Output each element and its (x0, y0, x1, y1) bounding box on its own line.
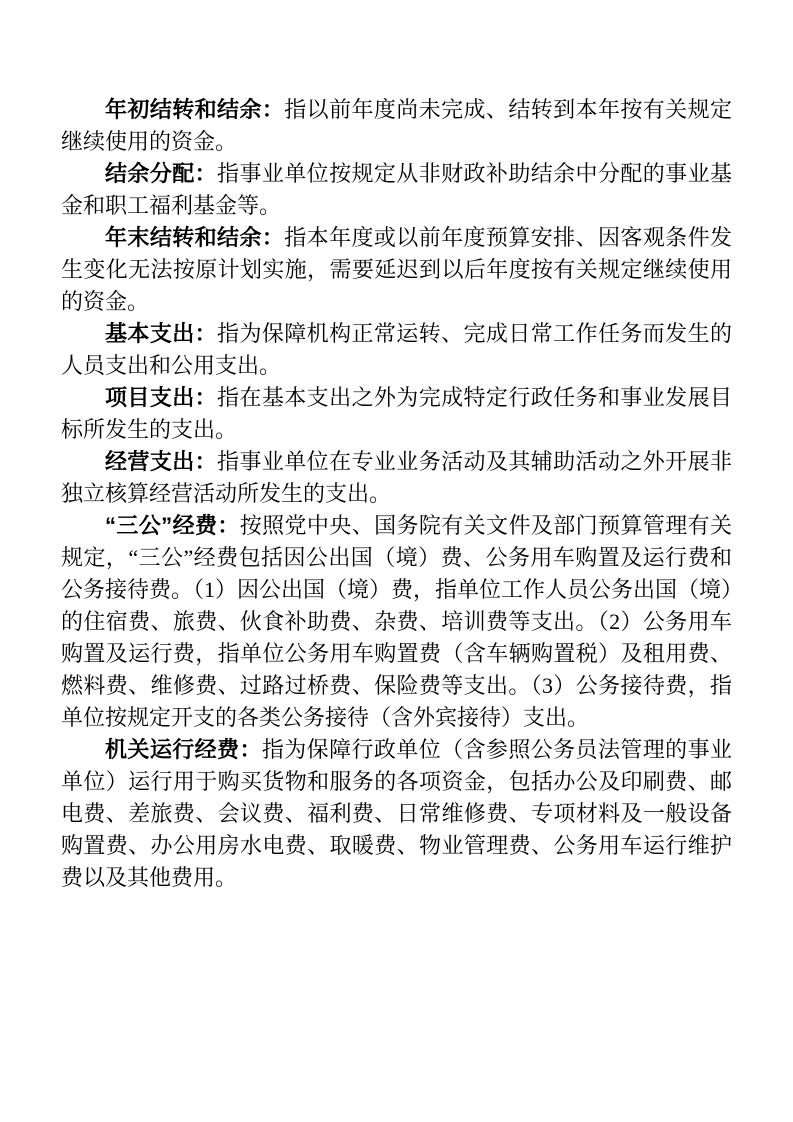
document-body (61, 94, 732, 894)
paragraph-year-end-carryover (61, 222, 732, 318)
paragraph-basic-expenditure (61, 318, 732, 382)
term-definition: 按照党中央、国务院有关文件及部门预算管理有关规定，“三公”经费包括因公出国（境）费、公务用车购置及运行费和公务接待费。（1）因公出国（境）费，指单位工作人员公务出国（境）的住宿费、旅费、伙食补助费、杂费、培训费等支出。（2）公务用车购置及运行费，指单位公务用车购置费（含车辆购置税）及租用费、燃料费、维修费、过路过桥费、保险费等支出。（3）公务接待费，指单位按规定开支的各类公务接待（含外宾接待）支出。 (61, 513, 733, 730)
term-label: 基本支出： (105, 321, 218, 346)
paragraph-operating-expenditure (61, 446, 732, 510)
term-label: 机关运行经费： (105, 737, 262, 762)
term-definition: 指事业单位按规定从非财政补助结余中分配的事业基金和职工福利基金等。 (61, 161, 732, 218)
paragraph-agency-operating-funds (61, 734, 732, 894)
term-definition: 指事业单位在专业业务活动及其辅助活动之外开展非独立核算经营活动所发生的支出。 (61, 449, 732, 506)
paragraph-balance-distribution (61, 158, 732, 222)
term-definition: 指以前年度尚未完成、结转到本年按有关规定继续使用的资金。 (61, 97, 732, 154)
term-label: 项目支出： (105, 385, 218, 410)
paragraph-year-begin-carryover (61, 94, 732, 158)
term-label: 经营支出： (105, 449, 218, 474)
term-label: 结余分配： (105, 161, 218, 186)
term-definition: 指为保障机构正常运转、完成日常工作任务而发生的人员支出和公用支出。 (61, 321, 732, 378)
term-definition: 指本年度或以前年度预算安排、因客观条件发生变化无法按原计划实施，需要延迟到以后年度按有关规定继续使用的资金。 (61, 225, 732, 314)
term-label: 年末结转和结余： (105, 225, 285, 250)
term-definition: 指为保障行政单位（含参照公务员法管理的事业单位）运行用于购买货物和服务的各项资金，包括办公及印刷费、邮电费、差旅费、会议费、福利费、日常维修费、专项材料及一般设备购置费、办公用房水电费、取暖费、物业管理费、公务用车运行维护费以及其他费用。 (61, 737, 732, 890)
paragraph-three-public-expenses (61, 510, 732, 734)
term-definition: 指在基本支出之外为完成特定行政任务和事业发展目标所发生的支出。 (61, 385, 732, 442)
term-label: “三公”经费： (105, 513, 240, 538)
term-label: 年初结转和结余： (105, 97, 285, 122)
paragraph-project-expenditure (61, 382, 732, 446)
